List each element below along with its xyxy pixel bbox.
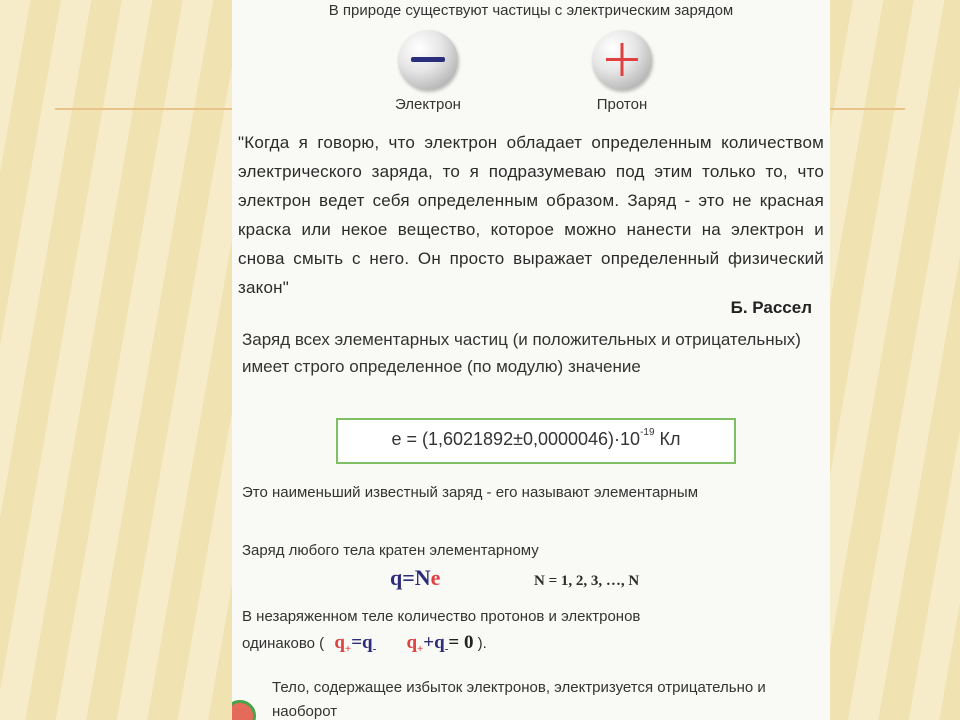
multiple-formula [390,565,440,591]
eq2-right: = 0 [448,632,474,653]
neutral-text: В незаряженном теле количество протонов и электронов [242,608,641,625]
eq1-left-sub: + [344,643,352,655]
e-symbol: e [430,565,441,590]
formula-exponent: -19 [640,427,655,438]
eq2-left-sub: + [417,643,424,655]
quote-author: Б. Рассел [730,298,812,317]
eq2-left: q [406,632,418,653]
russell-quote: "Когда я говорю, что электрон обладает определенным количеством электрического заряда, то я подразумеваю под этим только то, что электрон ведет себя определенным образом. Заряд - это не красная краска или некое вещество, которое можно нанести на электрон и снова смыть с него. Он просто выражает определенный физический закон" [238,133,824,297]
charge-paragraph: Заряд всех элементарных частиц (и положительных и отрицательных) имеет строго определенное (по модулю) значение [242,330,801,376]
electron-label: Электрон [395,96,461,113]
neutral-equation-line [242,632,487,655]
electron-ball-icon [398,30,458,90]
elementary-charge-formula [338,429,734,450]
eq1-right: =q [351,632,373,653]
elementary-charge-formula-box [336,418,736,464]
n-range: N = 1, 2, 3, …, N [534,573,640,589]
multiple-intro-text: Заряд любого тела кратен элементарному [242,542,539,559]
neutral-close: ). [477,635,487,652]
excess-electrons-text: Тело, содержащее избыток электронов, электризуется отрицательно и наоборот [272,679,766,720]
slide-page [232,0,830,720]
q-equals-n: q=N [390,565,431,590]
formula-unit: Кл [659,429,681,449]
proton-ball-icon [592,30,652,90]
proton-label: Протон [596,96,648,113]
smallest-charge-text: Это наименьший известный заряд - его называют элементарным [242,484,699,501]
intro-text: В природе существуют частицы с электрическим зарядом [328,2,734,19]
formula-lhs: e = (1,6021892±0,0000046)·10 [391,429,641,449]
neutral-text-2: одинаково ( [242,635,325,652]
eq1-left: q [334,632,345,653]
eq2-mid: +q [423,632,445,653]
corner-decoration-icon [232,700,256,720]
eq1-right-sub: - [372,643,377,655]
eq2-mid-sub: - [444,643,449,655]
